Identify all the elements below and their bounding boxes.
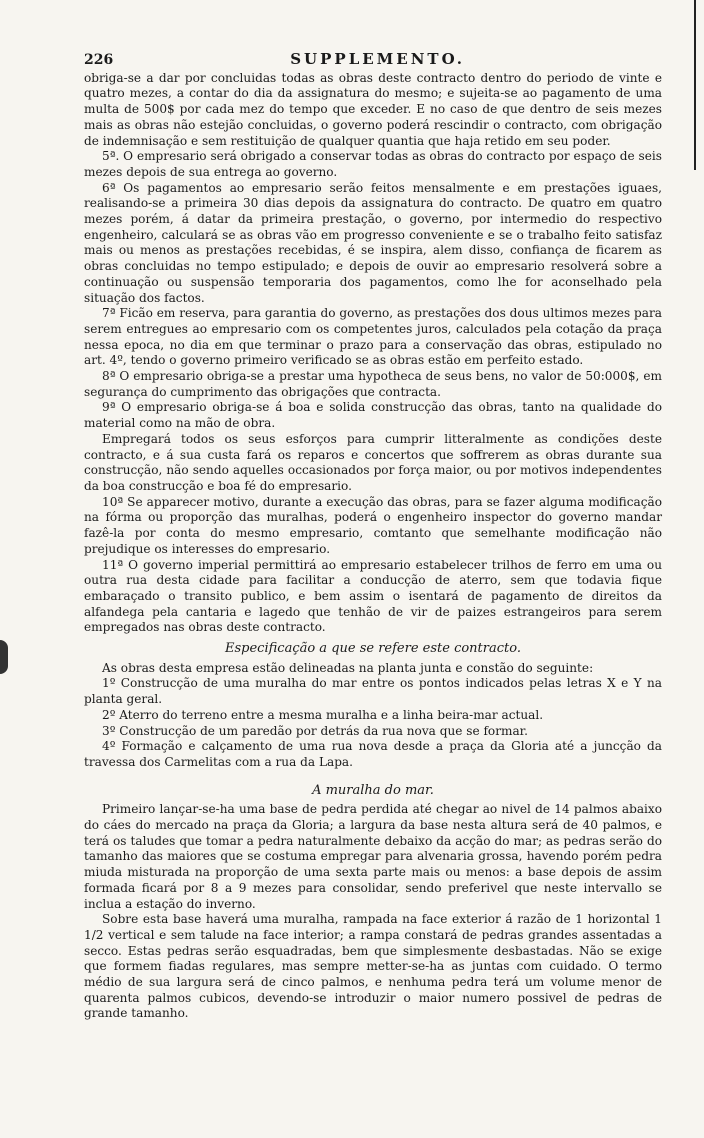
paragraph: 5ª. O empresario será obrigado a conservar todas as obras do contracto por espaço de seis mezes depois de sua entrega ao governo. [84, 149, 662, 179]
document-page [84, 52, 662, 1022]
paragraph: obriga-se a dar por concluidas todas as obras deste contracto dentro do periodo de vinte e quatro mezes, a contar do dia da assignatura do mesmo; e sujeita-se ao pagamento de uma multa de 500$ por cada mez do tempo que exceder. E no caso de que dentro de seis mezes mais as obras não estejão concluidas, o governo poderá rescindir o contracto, com obrigação de indemnisação e sem restituição de qualquer quantia que haja retido em seu poder. [84, 70, 662, 148]
page-edge-rule [694, 0, 696, 170]
spec-intro: As obras desta empresa estão delineadas na planta junta e constão do seguinte: [102, 660, 594, 675]
paragraph: 8ª O empresario obriga-se a prestar uma hypotheca de seus bens, no valor de 50:000$, em segurança do cumprimento das obrigações que contracta. [84, 369, 662, 399]
paragraph: 11ª O governo imperial permittirá ao empresario estabelecer trilhos de ferro em uma ou outra rua desta cidade para facilitar a conducção de aterro, sem que todavia fique embaraçado o transito publico, e bem assim o isentará de pagamento de direitos da alfandega pela cantaria e lagedo que tenhão de vir de paizes estrangeiros para serem empregados nas obras deste contracto. [84, 557, 662, 635]
running-head: SUPPLEMENTO. [290, 50, 465, 68]
page-header [84, 52, 662, 69]
spec-item: 2º Aterro do terreno entre a mesma muralha e a linha beira-mar actual. [102, 707, 544, 722]
paragraph: Primeiro lançar-se-ha uma base de pedra perdida até chegar ao nivel de 14 palmos abaixo do cáes do mercado na praça da Gloria; a largura da base nesta altura será de 40 palmos, e terá os taludes que tomar a pedra naturalmente debaixo da acção do mar; as pedras serão do tamanho das maiores que se costuma empregar para alvenaria grossa, havendo porém pedra miuda misturada na proporção de uma sexta parte mais ou menos: a base depois de assim formada ficará por 8 a 9 mezes para consolidar, sendo preferivel que neste intervallo se inclua a estação do inverno. [84, 802, 662, 911]
paragraph: 9ª O empresario obriga-se á boa e solida construcção das obras, tanto na qualidade do material como na mão de obra. [84, 400, 662, 431]
spec-item: 3º Construcção de um paredão por detrás da rua nova que se formar. [102, 723, 528, 738]
paragraph: 6ª Os pagamentos ao empresario serão feitos mensalmente e em prestações iguaes, realisando-se a primeira 30 dias depois da assignatura do contracto. De quatro em quatro mezes porém, á datar da primeira prestação, o governo, por intermedio do respectivo engenheiro, calculará se as obras vão em progresso conveniente e se o trabalho feito satisfaz mais ou menos as prestações recebidas, é se inspira, alem disso, confiança de ficarem as obras concluidas no tempo estipulado; e depois de ouvir ao empresario resolverá sobre a continuação ou suspensão temporaria dos pagamentos, como lhe for aconselhado pela situação dos factos. [84, 180, 662, 305]
paragraph: 10ª Se apparecer motivo, durante a execução das obras, para se fazer alguma modificação na fórma ou proporção das muralhas, poderá o engenheiro inspector do governo mandar fazê-la por conta do mesmo empresario, comtanto que semelhante modificação não prejudique os interesses do empresario. [84, 494, 662, 556]
section-title-muralha: A muralha do mar. [312, 782, 434, 798]
page-number: 226 [84, 52, 114, 68]
paragraph: 7ª Ficão em reserva, para garantia do governo, as prestações dos dous ultimos mezes para serem entregues ao empresario com os competentes juros, calculados pela cotação da praça nessa epoca, no dia em que terminar o prazo para a conservação das obras, estipulado no art. 4º, tendo o governo primeiro verificado se as obras estão em perfeito estado. [84, 306, 662, 368]
spec-item: 4º Formação e calçamento de uma rua nova desde a praça da Gloria até a juncção da travessa dos Carmelitas com a rua da Lapa. [84, 739, 662, 769]
paragraph: Empregará todos os seus esforços para cumprir litteralmente as condições deste contracto, e á sua custa fará os reparos e concertos que soffrerem as obras durante sua construcção, não sendo aquelles occasionados por força maior, ou por motivos independentes da boa construcção e boa fé do empresario. [84, 431, 662, 493]
section-title-specification: Especificação a que se refere este contracto. [225, 641, 521, 657]
spec-item: 1º Construcção de uma muralha do mar entre os pontos indicados pelas letras X e Y na planta geral. [84, 676, 662, 707]
binding-mark [0, 640, 8, 674]
paragraph: Sobre esta base haverá uma muralha, rampada na face exterior á razão de 1 horizontal 1 1/2 vertical e sem talude na face interior; a rampa constará de pedras grandes assentadas a secco. Estas pedras serão esquadradas, bem que simplesmente desbastadas. Não se exige que formem fiadas regulares, mas sempre metter-se-ha as juntas com cuidado. O termo médio de sua largura será de cinco palmos, e nenhuma pedra terá um volume menor de quarenta palmos cubicos, devendo-se introduzir o maior numero possivel de pedras de grande tamanho. [84, 912, 662, 1021]
